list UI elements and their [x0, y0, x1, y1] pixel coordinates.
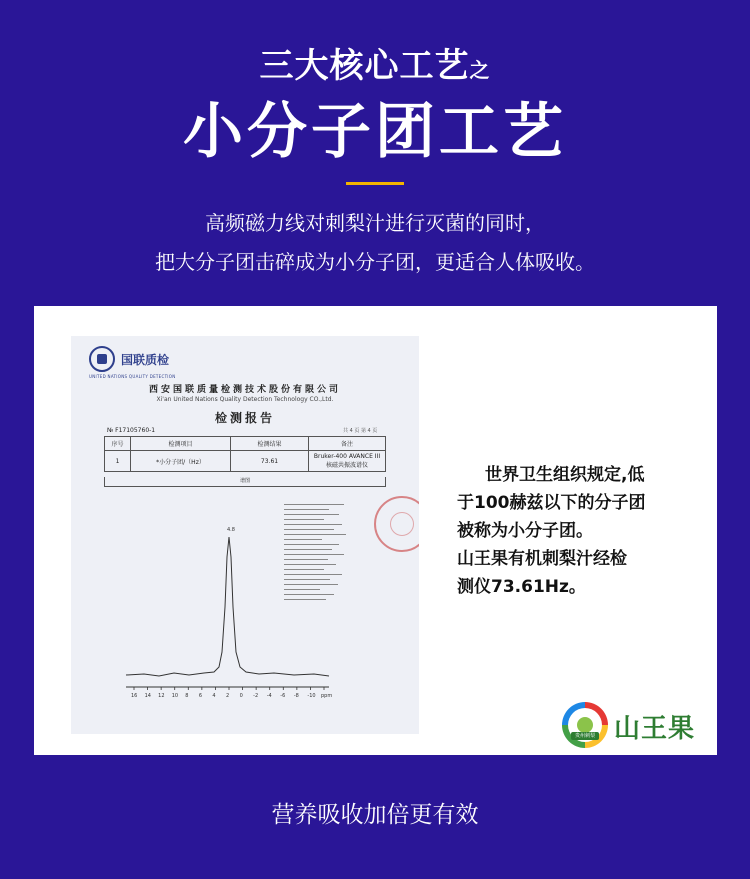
table-cell: Bruker-400 AVANCE III 核磁共振波谱仪 [309, 451, 386, 472]
axis-tick-label: 2 [226, 693, 230, 699]
report-title: 检测报告 [214, 411, 275, 425]
brand-logo [562, 702, 702, 748]
report-table [104, 436, 386, 472]
axis-tick-label: -2 [253, 693, 259, 699]
report-company: 西安国联质量检测技术股份有限公司 [148, 385, 341, 395]
report-brand-en: UNITED NATIONS QUALITY DETECTION [89, 374, 176, 379]
brand-badge-icon [562, 702, 608, 748]
header-subtitle-text: 三大核心工艺 [259, 46, 470, 86]
footer-slogan: 营养吸收加倍更有效 [271, 802, 479, 828]
report-parameters [284, 504, 359, 604]
graph-label: 谱图 [104, 477, 386, 487]
table-cell: 1 [105, 451, 131, 472]
table-row [105, 451, 386, 472]
report-number: № F17105760-1 [107, 427, 156, 434]
table-cell: *小分子团/（Hz） [131, 451, 231, 472]
axis-tick-label: 10 [171, 693, 179, 699]
accent-divider [346, 182, 404, 185]
axis-tick-label: 14 [144, 693, 151, 699]
note-line-4: 山王果有机刺梨汁经检 [457, 549, 627, 569]
report-brand-header [89, 346, 169, 372]
who-note [457, 461, 683, 601]
note-line-5: 测仪73.61Hz。 [457, 577, 586, 597]
fruit-icon [577, 717, 593, 733]
axis-tick-label: -6 [280, 693, 286, 699]
description-line-2: 把大分子团击碎成为小分子团，更适合人体吸收。 [155, 250, 595, 274]
report-seal-icon [89, 346, 115, 372]
header-subtitle-suffix: 之 [469, 58, 491, 82]
axis-tick-label: -10 [307, 693, 316, 699]
axis-tick-label: -4 [266, 693, 272, 699]
table-header: 检测结果 [231, 437, 309, 451]
note-line-2: 于100赫兹以下的分子团 [457, 493, 646, 513]
content-card [34, 306, 717, 755]
axis-tick-label: 6 [198, 693, 203, 699]
header-subtitle [0, 38, 750, 87]
page-title: 小分子团工艺 [183, 97, 567, 167]
table-header: 序号 [105, 437, 131, 451]
test-report-image [71, 336, 419, 734]
description-line-1: 高频磁力线对刺梨汁进行灭菌的同时， [205, 211, 545, 235]
axis-tick-label: 8 [185, 693, 189, 699]
report-company-en: Xi'an United Nations Quality Detection Technology CO.,Ltd. [156, 396, 334, 403]
table-header: 备注 [309, 437, 386, 451]
note-line-1: 世界卫生组织规定,低 [485, 465, 645, 485]
brand-badge-text: 贵州刺梨 [571, 732, 599, 740]
note-line-3: 被称为小分子团。 [457, 521, 593, 541]
report-brand: 国联质检 [121, 352, 170, 367]
axis-tick-label: ppm [321, 693, 333, 699]
table-header: 检测项目 [131, 437, 231, 451]
axis-tick-label: 12 [158, 693, 165, 699]
axis-tick-label: -8 [293, 693, 299, 699]
table-cell: 73.61 [231, 451, 309, 472]
axis-tick-label: 16 [131, 693, 138, 699]
report-page: 共 4 页 第 4 页 [343, 428, 378, 434]
axis-tick-label: 4 [212, 693, 216, 699]
peak-label: 4.8 [227, 527, 235, 533]
brand-name: 山王果 [614, 714, 696, 744]
axis-tick-label: 0 [239, 693, 243, 699]
